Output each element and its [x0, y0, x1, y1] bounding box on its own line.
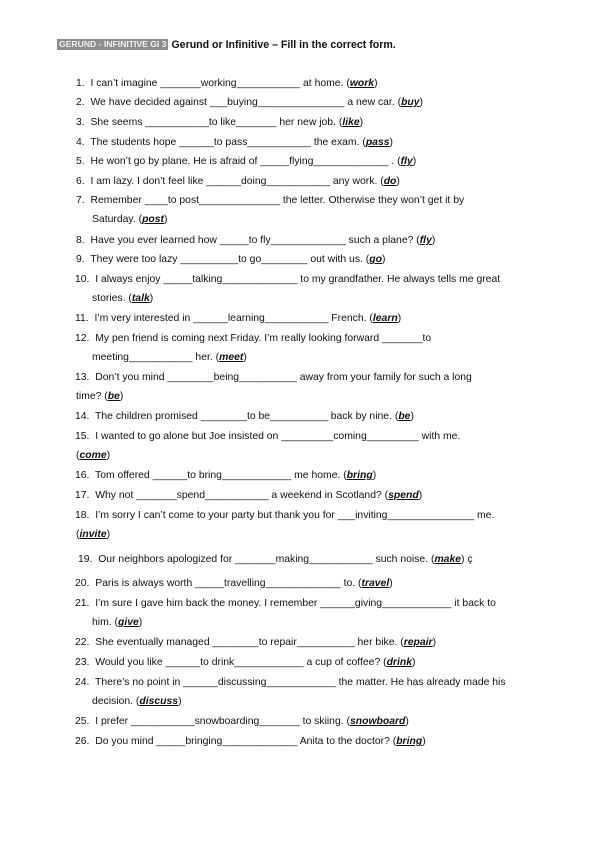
exercise-line — [76, 253, 385, 266]
sentence-text: 18. I’m sorry I can’t come to your party but thank you for ___inviting_______________ me. — [75, 510, 495, 521]
exercise-line-continued — [76, 449, 110, 462]
verb-hint: discuss — [139, 696, 179, 707]
sentence-text: 15. I wanted to go alone but Joe insisted on _________coming_________ with me. — [75, 431, 461, 442]
sentence-text: ) — [389, 578, 393, 589]
sentence-text: 4. The students hope ______to pass___________ the exam. ( — [76, 137, 366, 148]
worksheet-header — [57, 38, 396, 51]
exercise-line — [75, 371, 472, 384]
sentence-text: ) — [138, 617, 143, 628]
exercise-line-continued — [92, 695, 182, 708]
exercise-line — [75, 735, 426, 748]
sentence-text: ) — [432, 637, 437, 648]
verb-hint: bring — [396, 736, 423, 747]
sentence-text: ) — [243, 352, 247, 363]
sentence-text: 17. Why not _______spend___________ a weekend in Scotland? ( — [75, 490, 389, 501]
sentence-text: ) — [372, 470, 377, 481]
sentence-text: 11. I’m very interested in ______learning___________ French. ( — [75, 313, 373, 324]
verb-hint: buy — [401, 97, 420, 108]
exercise-line-continued — [92, 213, 167, 226]
sentence-text: ) — [374, 78, 378, 89]
sentence-text: decision. ( — [92, 696, 140, 707]
verb-hint: bring — [346, 470, 373, 481]
exercise-line-continued — [92, 292, 153, 305]
sentence-text: 26. Do you mind _____bringing_____________ Anita to the doctor? ( — [75, 736, 397, 747]
verb-hint: go — [369, 254, 382, 265]
exercise-line — [75, 489, 422, 502]
exercise-line — [76, 234, 435, 247]
verb-hint: invite — [79, 529, 107, 540]
verb-hint: post — [142, 214, 164, 225]
verb-hint: give — [117, 617, 139, 628]
sentence-text: ) — [412, 156, 417, 167]
exercise-line-continued — [92, 351, 247, 364]
sentence-text: ) — [397, 313, 402, 324]
sentence-text: time? ( — [76, 391, 108, 402]
verb-hint: travel — [361, 578, 390, 589]
sentence-text: ) — [389, 137, 393, 148]
sentence-text: ) — [405, 716, 409, 727]
sentence-text: 10. I always enjoy _____talking_____________ to my grandfather. He always tells me great — [75, 274, 501, 285]
exercise-line — [75, 577, 393, 590]
sentence-text: 21. I’m sure I gave him back the money. I remember ______giving____________ it back to — [75, 598, 496, 609]
verb-hint: come — [79, 450, 107, 461]
sentence-text: 23. Would you like ______to drink____________ a cup of coffee? ( — [75, 657, 387, 668]
sentence-text: him. ( — [92, 617, 118, 628]
verb-hint: snowboard — [349, 716, 406, 727]
sentence-text: ( — [76, 529, 80, 540]
verb-hint: fly — [400, 156, 413, 167]
exercise-line-continued — [76, 390, 123, 403]
sentence-text: 22. She eventually managed ________to repair__________ her bike. ( — [75, 637, 404, 648]
verb-hint: make — [434, 554, 462, 565]
sentence-text: 2. We have decided against ___buying_______________ a new car. ( — [76, 97, 402, 108]
exercise-line-continued — [92, 616, 142, 629]
exercise-line — [75, 656, 415, 669]
worksheet-title: Gerund or Infinitive – Fill in the correct form. — [171, 38, 396, 51]
exercise-line — [75, 273, 500, 286]
exercise-line — [75, 715, 409, 728]
sentence-text: stories. ( — [92, 293, 132, 304]
exercise-line — [75, 509, 494, 522]
sentence-text: 13. Don’t you mind ________being__________ away from your family for such a long — [75, 372, 472, 383]
exercise-line — [75, 676, 506, 689]
sentence-text: 5. He won’t go by plane. He is afraid of _____flying_____________ . ( — [76, 156, 401, 167]
sentence-text: 1. I can’t imagine _______working___________ at home. ( — [76, 78, 350, 89]
sentence-text: ) — [381, 254, 386, 265]
worksheet-tag: GERUND - INFINITIVE GI 3 — [59, 39, 167, 49]
exercise-line — [76, 116, 363, 129]
verb-hint: pass — [365, 137, 390, 148]
sentence-text: 12. My pen friend is coming next Friday. I’m really looking forward _______to — [75, 333, 432, 344]
sentence-text: ) — [164, 214, 168, 225]
exercise-line — [76, 175, 400, 188]
sentence-text: 3. She seems ___________to like_______ her new job. ( — [76, 117, 343, 128]
exercise-line — [76, 96, 423, 109]
sentence-text: 20. Paris is always worth _____travelling_____________ to. ( — [75, 578, 362, 589]
sentence-text: ) — [418, 490, 423, 501]
verb-hint: do — [383, 176, 397, 187]
verb-hint: fly — [419, 235, 432, 246]
sentence-text: ) — [411, 657, 416, 668]
sentence-text: ) — [106, 450, 111, 461]
sentence-text: 7. Remember ____to post______________ the letter. Otherwise they won’t get it by — [76, 195, 465, 206]
exercise-line — [75, 597, 496, 610]
exercise-line — [76, 155, 416, 168]
exercise-line — [76, 136, 393, 149]
sentence-text: ) — [359, 117, 364, 128]
verb-hint: like — [342, 117, 360, 128]
exercise-line — [75, 469, 376, 482]
exercise-line — [76, 77, 378, 90]
sentence-text: meeting___________ her. ( — [92, 352, 220, 363]
sentence-text: ) — [178, 696, 182, 707]
exercise-line-continued — [76, 528, 110, 541]
sentence-text: ) — [119, 391, 124, 402]
exercise-line — [75, 312, 401, 325]
sentence-text: 19. Our neighbors apologized for _______making___________ such noise. ( — [78, 554, 435, 565]
sentence-text: 9. They were too lazy __________to go________ out with us. ( — [76, 254, 370, 265]
verb-hint: be — [107, 391, 120, 402]
exercise-line — [75, 332, 431, 345]
verb-hint: drink — [386, 657, 412, 668]
sentence-text: ) — [410, 411, 414, 422]
sentence-text: 25. I prefer ___________snowboarding_______ to skiing. ( — [75, 716, 350, 727]
exercise-line — [78, 553, 473, 566]
exercise-line — [76, 194, 464, 207]
sentence-text: 8. Have you ever learned how _____to fly_____________ such a plane? ( — [76, 235, 420, 246]
verb-hint: work — [349, 78, 375, 89]
sentence-text: 6. I am lazy. I don’t feel like ______doing___________ any work. ( — [76, 176, 384, 187]
verb-hint: spend — [388, 490, 419, 501]
verb-hint: be — [398, 411, 411, 422]
verb-hint: learn — [372, 313, 398, 324]
sentence-text: ( — [76, 450, 80, 461]
verb-hint: repair — [403, 637, 433, 648]
sentence-text: 24. There’s no point in ______discussing____________ the matter. He has already made his — [75, 677, 506, 688]
exercise-line — [75, 636, 436, 649]
verb-hint: talk — [131, 293, 150, 304]
verb-hint: meet — [219, 352, 244, 363]
sentence-text: ) — [106, 529, 111, 540]
exercise-line — [75, 430, 460, 443]
sentence-text: 14. The children promised ________to be__________ back by nine. ( — [75, 411, 399, 422]
sentence-text: ) ç — [461, 554, 473, 565]
sentence-text: Saturday. ( — [92, 214, 143, 225]
sentence-text: ) — [419, 97, 424, 108]
sentence-text: 16. Tom offered ______to bring____________ me home. ( — [75, 470, 347, 481]
sentence-text: ) — [396, 176, 400, 187]
sentence-text: ) — [149, 293, 154, 304]
exercise-line — [75, 410, 414, 423]
sentence-text: ) — [431, 235, 436, 246]
sentence-text: ) — [422, 736, 426, 747]
